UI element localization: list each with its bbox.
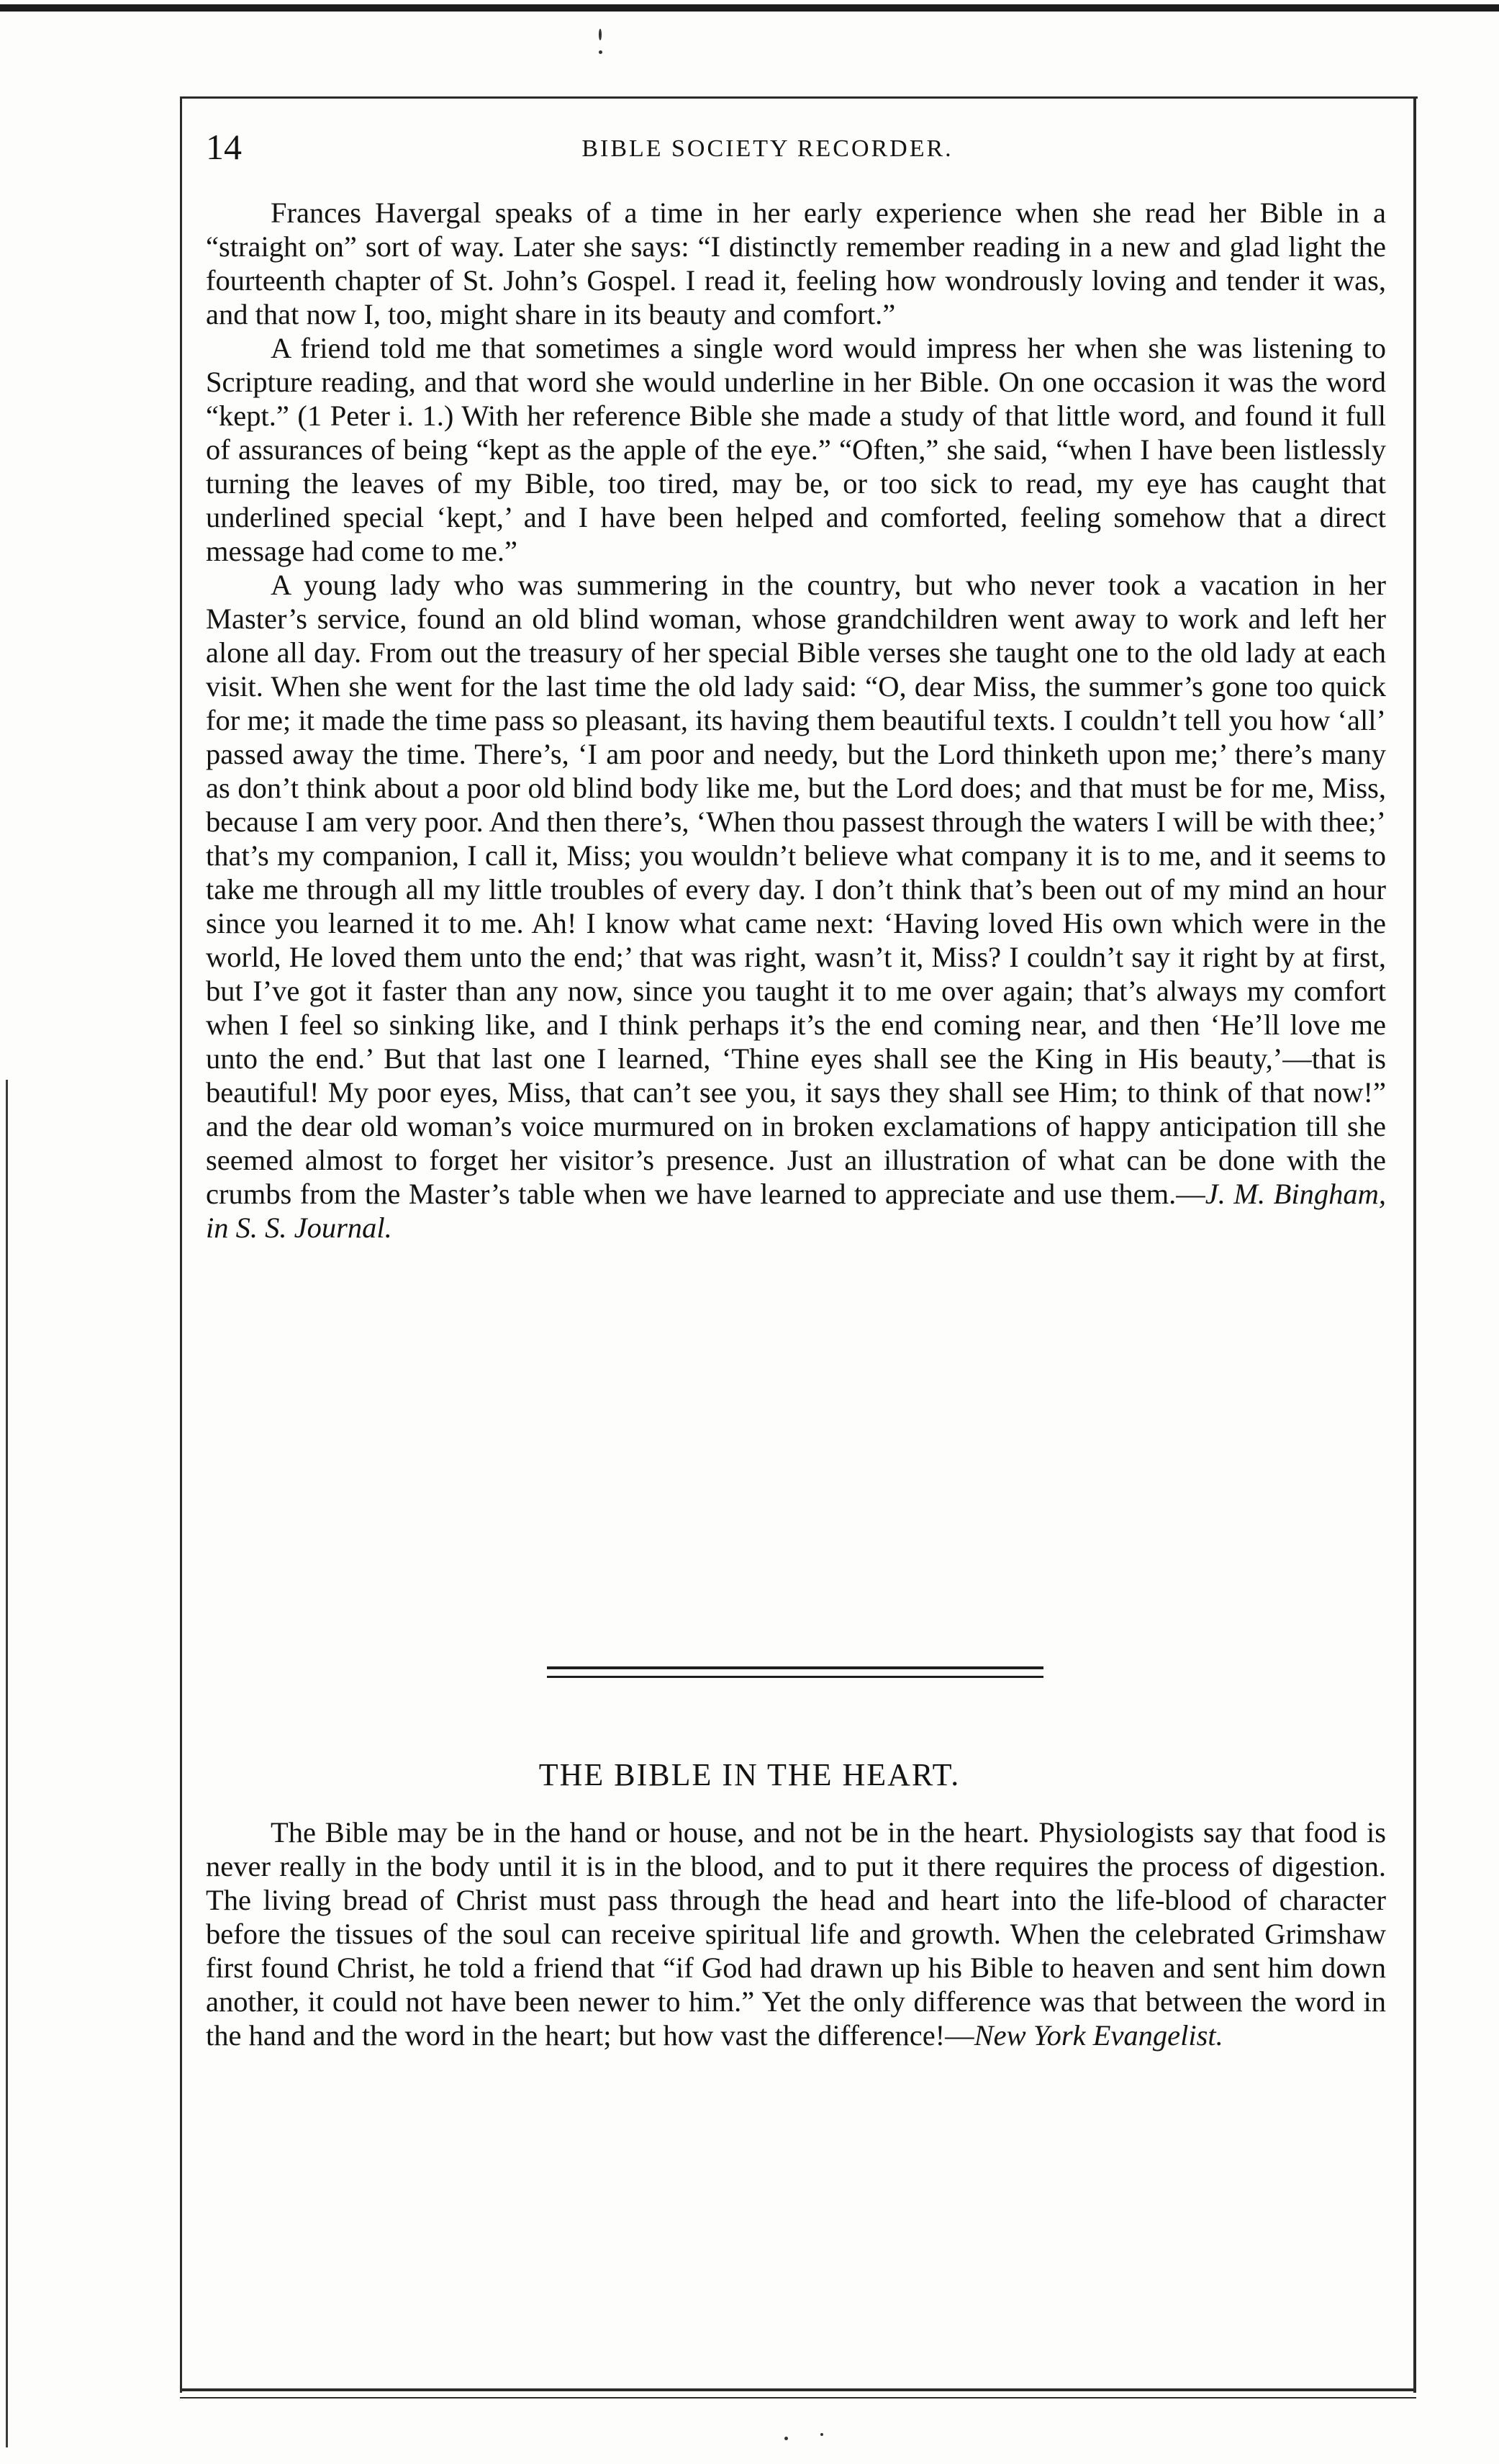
frame-right-rule xyxy=(1413,96,1416,2393)
frame-left-rule xyxy=(180,96,182,2393)
section-separator xyxy=(547,1666,1043,1669)
article-bible-in-heart xyxy=(206,1815,1386,2052)
scan-speck xyxy=(784,2437,788,2440)
attribution: New York Evangelist. xyxy=(974,2019,1223,2052)
paragraph-text: A young lady who was summering in the country, but who never took a vacation in her Master’s service, found an old blind woman, whose grandchildren went away to work and left her alone all day. From out the treasury of her special Bible verses she taught one to the old lady at each visit. When she went for the last time the old lady said: “O, dear Miss, the summer’s gone too quick for me; it made the time pass so pleasant, its having them beautiful texts. I couldn’t tell you how ‘all’ passed away the time. There’s, ‘I am poor and needy, but the Lord thinketh upon me;’ there’s many as don’t think about a poor old blind body like me, but the Lord does; and that must be for me, Miss, because I am very poor. And then there’s, ‘When thou passest through the waters I will be with thee;’ that’s my companion, I call it, Miss; you wouldn’t believe what company it is to me, and it seems to take me through all my little troubles of every day. I don’t think that’s been out of my mind an hour since you learned it to me. Ah! I know what came next: ‘Having loved His own which were in the world, He loved them unto the end;’ that was right, wasn’t it, Miss? I couldn’t say it right by at first, but I’ve got it faster than any now, since you taught it to me over again; that’s always my comfort when I feel so sinking like, and I think perhaps it’s the end coming near, and then ‘He’ll love me unto the end.’ But that last one I learned, ‘Thine eyes shall see the King in His beauty,’—that is beautiful! My poor eyes, Miss, that can’t see you, it says they shall see Him; to think of that now!” and the dear old woman’s voice murmured on in broken exclamations of happy anticipation till she seemed almost to forget her visitor’s presence. Just an illustration of what can be done with the crumbs from the Master’s table when we have learned to appreciate and use them.— xyxy=(206,569,1386,1210)
scan-speck xyxy=(820,2433,823,2436)
frame-bottom-rule-thin xyxy=(180,2397,1416,2398)
frame-top-rule xyxy=(180,96,1418,99)
scan-speck xyxy=(599,50,602,54)
section-title: THE BIBLE IN THE HEART. xyxy=(538,1757,961,1792)
paragraph: Frances Havergal speaks of a time in her early experience when she read her Bible in a “straight on” sort of way. Later she says: “I distinctly remember reading in a new and glad light the fourteenth chapter of St. John’s Gospel. I read it, feeling how wondrously loving and tender it was, and that now I, too, might share in its beauty and comfort.” xyxy=(206,197,1386,330)
paragraph: A friend told me that sometimes a single word would impress her when she was listening to Scripture reading, and that word she would underline in her Bible. On one occasion it was the word “kept.” (1 Peter i. 1.) With her reference Bible she made a study of that little word, and found it full of assurances of being “kept as the apple of the eye.” “Often,” she said, “when I have been listlessly turning the leaves of my Bible, too tired, may be, or too sick to read, my eye has caught that underlined special ‘kept,’ and I have been helped and comforted, feeling somehow that a direct message had come to me.” xyxy=(206,332,1386,567)
top-border-rule xyxy=(0,4,1499,12)
page-number: 14 xyxy=(206,127,242,167)
scan-speck xyxy=(599,29,602,40)
paragraph xyxy=(206,568,1386,1245)
running-title: BIBLE SOCIETY RECORDER. xyxy=(581,135,954,162)
section-separator-thin xyxy=(547,1676,1043,1678)
attribution: J. M. Bingham, in S. S. Journal. xyxy=(206,1178,1387,1244)
paragraph-text: The Bible may be in the hand or house, and not be in the heart. Physiologists say that food is never really in the body until it is in the blood, and to put it there requires the process of digestion. The living bread of Christ must pass through the head and heart into the life-blood of character before the tissues of the soul can receive spiritual life and growth. When the celebrated Grimshaw first found Christ, he told a friend that “if God had drawn up his Bible to heaven and sent him down another, it could not have been newer to him.” Yet the only difference was that between the word in the hand and the word in the heart; but how vast the difference!— xyxy=(206,1816,1386,2052)
article-havergal xyxy=(206,196,1386,1245)
paragraph xyxy=(206,1815,1386,2052)
frame-bottom-rule xyxy=(180,2388,1416,2391)
